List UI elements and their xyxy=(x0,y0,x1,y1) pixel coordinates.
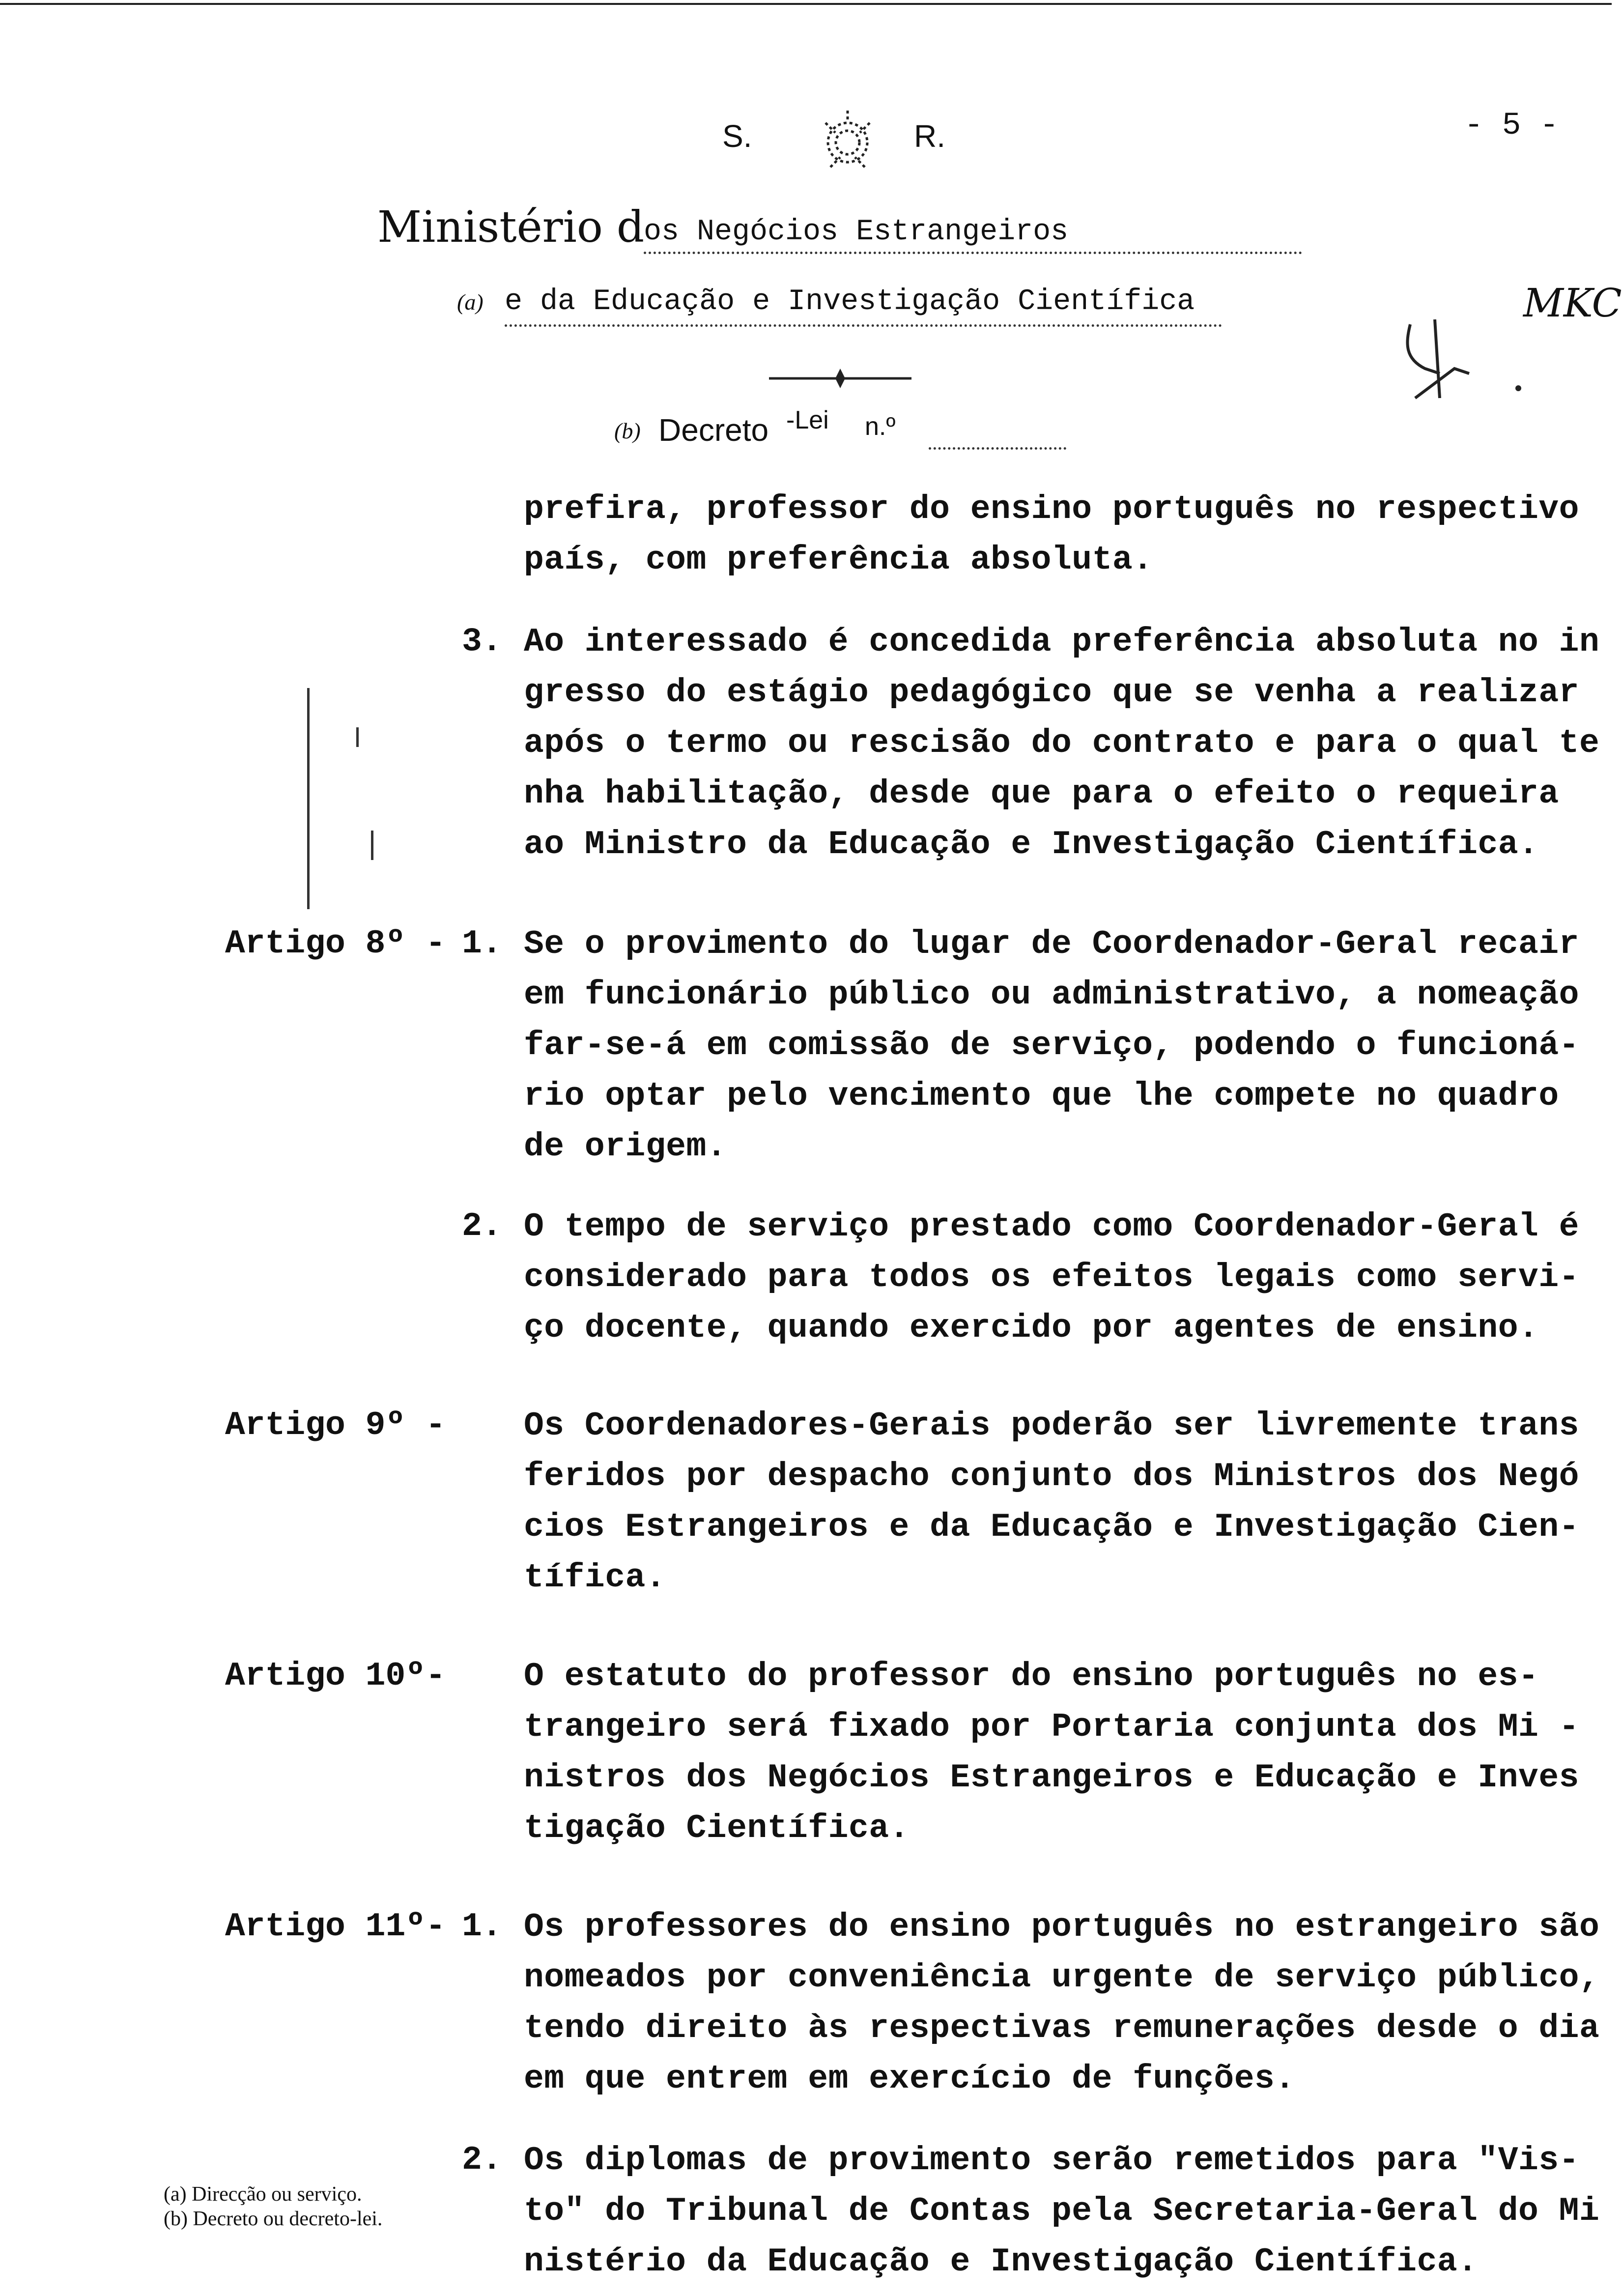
text-line: O estatuto do professor do ensino português no es- xyxy=(524,1658,1539,1695)
text-line: nistros dos Negócios Estrangeiros e Educação e Inves xyxy=(524,1759,1579,1797)
article-label: Artigo 10º- xyxy=(225,1657,446,1695)
ornament-divider-icon xyxy=(769,366,911,391)
decree-type: -Lei xyxy=(786,406,829,434)
text-line: cios Estrangeiros e da Educação e Investigação Cien- xyxy=(524,1508,1579,1546)
paragraph-number: 2. xyxy=(462,1207,502,1245)
page-number: - 5 - xyxy=(1464,108,1559,144)
text-line: rio optar pelo vencimento que lhe compete no quadro xyxy=(524,1077,1559,1115)
text-line: tendo direito às respectivas remunerações desde o dia xyxy=(524,2009,1600,2047)
paragraph-number: 3. xyxy=(462,623,502,660)
text-line: Ao interessado é concedida preferência absoluta no in xyxy=(524,623,1600,661)
footnote-a: (a) Direcção ou serviço. xyxy=(164,2183,362,2206)
text-line: Os diplomas de provimento serão remetidos para "Vis- xyxy=(524,2142,1579,2180)
paragraph-number: 1. xyxy=(462,1908,502,1946)
dotted-line xyxy=(929,447,1066,450)
paragraph-number: 1. xyxy=(462,925,502,963)
text-line: tífica. xyxy=(524,1559,666,1597)
margin-line xyxy=(371,831,373,860)
coat-of-arms-icon xyxy=(816,108,880,177)
ministry-prefix: Ministério d xyxy=(377,201,645,252)
article-label: Artigo 9º - xyxy=(225,1406,446,1444)
decree-number-label: n.º xyxy=(865,412,896,441)
text-line: após o termo ou rescisão do contrato e para o qual te xyxy=(524,724,1600,762)
text-line: ço docente, quando exercido por agentes de ensino. xyxy=(524,1309,1539,1347)
ministry-name: os Negócios Estrangeiros xyxy=(644,215,1069,249)
text-line: trangeiro será fixado por Portaria conjunta dos Mi - xyxy=(524,1708,1579,1746)
seal-letter-r: R. xyxy=(914,118,945,154)
text-line: ao Ministro da Educação e Investigação Científica. xyxy=(524,826,1539,863)
paragraph-number: 2. xyxy=(462,2141,502,2179)
note-b-marker: (b) xyxy=(614,418,641,443)
text-line: em funcionário público ou administrativo, a nomeação xyxy=(524,976,1579,1014)
text-line: nistério da Educação e Investigação Científica. xyxy=(524,2243,1478,2281)
decree-label: Decreto xyxy=(658,412,769,448)
handwritten-signature-icon xyxy=(1395,315,1533,403)
text-line: far-se-á em comissão de serviço, podendo o funcioná- xyxy=(524,1027,1579,1064)
text-line: nha habilitação, desde que para o efeito o requeira xyxy=(524,775,1559,813)
text-line: considerado para todos os efeitos legais como servi- xyxy=(524,1259,1579,1296)
text-line: prefira, professor do ensino português no respectivo xyxy=(524,490,1579,528)
text-line: Se o provimento do lugar de Coordenador-Geral recair xyxy=(524,925,1579,963)
note-a-marker: (a) xyxy=(457,289,484,315)
seal-letter-s: S. xyxy=(722,118,752,154)
ministry-line2: e da Educação e Investigação Científica xyxy=(505,285,1195,318)
text-line: país, com preferência absoluta. xyxy=(524,541,1153,579)
text-line: nomeados por conveniência urgente de serviço público, xyxy=(524,1959,1600,1997)
article-label: Artigo 8º - xyxy=(225,925,446,963)
footnote-b: (b) Decreto ou decreto-lei. xyxy=(164,2208,383,2230)
text-line: de origem. xyxy=(524,1128,727,1166)
dotted-line xyxy=(505,324,1222,327)
text-line: gresso do estágio pedagógico que se venha a realizar xyxy=(524,674,1579,712)
text-line: Os Coordenadores-Gerais poderão ser livremente trans xyxy=(524,1407,1579,1445)
text-line: O tempo de serviço prestado como Coordenador-Geral é xyxy=(524,1208,1579,1246)
text-line: em que entrem em exercício de funções. xyxy=(524,2060,1295,2098)
dotted-line xyxy=(644,252,1302,254)
margin-line xyxy=(307,688,310,909)
margin-line xyxy=(356,727,359,747)
handwritten-initials: MKC xyxy=(1523,280,1622,326)
article-label: Artigo 11º- xyxy=(225,1908,446,1946)
text-line: feridos por despacho conjunto dos Ministros dos Negó xyxy=(524,1458,1579,1495)
text-line: to" do Tribunal de Contas pela Secretaria-Geral do Mi xyxy=(524,2192,1600,2230)
text-line: Os professores do ensino português no estrangeiro são xyxy=(524,1908,1600,1946)
scan-top-border xyxy=(0,3,1612,5)
text-line: tigação Científica. xyxy=(524,1809,910,1847)
